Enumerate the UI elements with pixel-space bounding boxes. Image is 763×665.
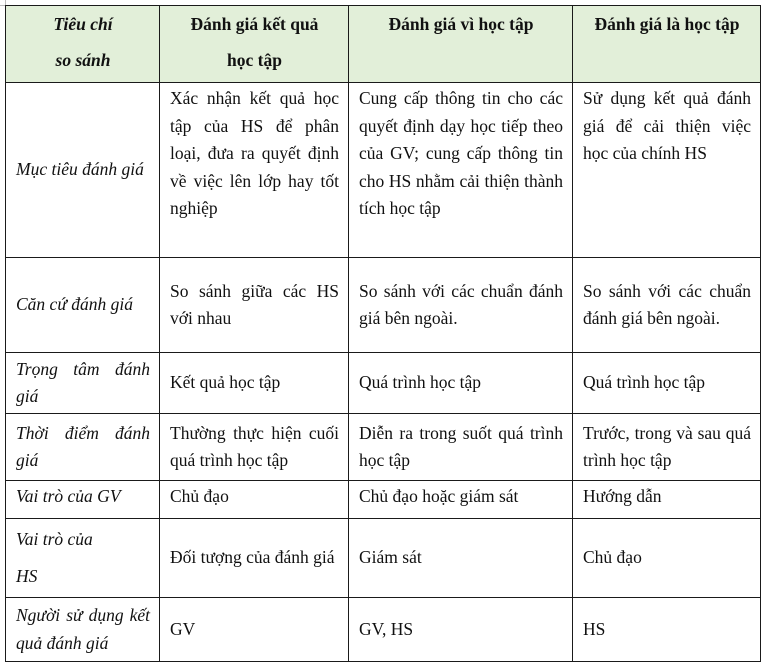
assessment-of-learning-cell: Chủ đạo	[160, 481, 349, 519]
criterion-cell: Người sử dụng kết quả đánh giá	[6, 598, 160, 662]
table-row	[6, 519, 761, 598]
header-assessment-as-learning	[573, 6, 761, 83]
table-row	[6, 481, 761, 519]
assessment-of-learning-cell: Xác nhận kết quả học tập của HS để phân loại, đưa ra quyết định về việc lên lớp hay tốt nghiệp	[160, 83, 349, 258]
header-assessment-for-learning	[349, 6, 573, 83]
assessment-of-learning-cell: Thường thực hiện cuối quá trình học tập	[160, 414, 349, 481]
assessment-for-learning-cell: So sánh với các chuẩn đánh giá bên ngoài.	[349, 258, 573, 353]
criterion-cell: Căn cứ đánh giá	[6, 258, 160, 353]
assessment-for-learning-cell: GV, HS	[349, 598, 573, 662]
assessment-as-learning-cell: Quá trình học tập	[573, 353, 761, 414]
table-row	[6, 598, 761, 662]
assessment-of-learning-cell: GV	[160, 598, 349, 662]
header-afl-line-1: Đánh giá vì học tập	[388, 14, 534, 34]
assessment-for-learning-cell: Quá trình học tập	[349, 353, 573, 414]
assessment-for-learning-cell: Giám sát	[349, 519, 573, 598]
header-aol-line-1: Đánh giá kết quả	[190, 14, 319, 34]
header-criteria-line-1: Tiêu chí	[53, 14, 113, 34]
criterion-cell: Trọng tâm đánh giá	[6, 353, 160, 414]
criterion-line-2: HS	[16, 566, 38, 586]
assessment-as-learning-cell: So sánh với các chuẩn đánh giá bên ngoài.	[573, 258, 761, 353]
table-row	[6, 83, 761, 258]
table-row	[6, 414, 761, 481]
header-aal-line-1: Đánh giá là học tập	[594, 14, 740, 34]
table-row	[6, 353, 761, 414]
criterion-cell: Mục tiêu đánh giá	[6, 83, 160, 258]
assessment-for-learning-cell: Diễn ra trong suốt quá trình học tập	[349, 414, 573, 481]
assessment-as-learning-cell: Chủ đạo	[573, 519, 761, 598]
assessment-of-learning-cell: So sánh giữa các HS với nhau	[160, 258, 349, 353]
assessment-as-learning-cell: Trước, trong và sau quá trình học tập	[573, 414, 761, 481]
assessment-as-learning-cell: Sử dụng kết quả đánh giá để cải thiện việc học của chính HS	[573, 83, 761, 258]
header-criteria-line-2: so sánh	[55, 50, 111, 70]
assessment-as-learning-cell: HS	[573, 598, 761, 662]
table-row	[6, 258, 761, 353]
criterion-cell: Vai trò của GV	[6, 481, 160, 519]
header-assessment-of-learning	[160, 6, 349, 83]
criterion-cell: Thời điểm đánh giá	[6, 414, 160, 481]
assessment-of-learning-cell: Đối tượng của đánh giá	[160, 519, 349, 598]
assessment-as-learning-cell: Hướng dẫn	[573, 481, 761, 519]
assessment-of-learning-cell: Kết quả học tập	[160, 353, 349, 414]
assessment-for-learning-cell: Cung cấp thông tin cho các quyết định dạy học tiếp theo của GV; cung cấp thông tin cho HS nhằm cải thiện thành tích học tập	[349, 83, 573, 258]
header-criteria	[6, 6, 160, 83]
header-aol-line-2: học tập	[227, 50, 282, 70]
header-row	[6, 6, 761, 83]
assessment-comparison-table	[5, 5, 761, 662]
criterion-line-1: Vai trò của	[16, 529, 93, 549]
assessment-for-learning-cell: Chủ đạo hoặc giám sát	[349, 481, 573, 519]
criterion-cell	[6, 519, 160, 598]
